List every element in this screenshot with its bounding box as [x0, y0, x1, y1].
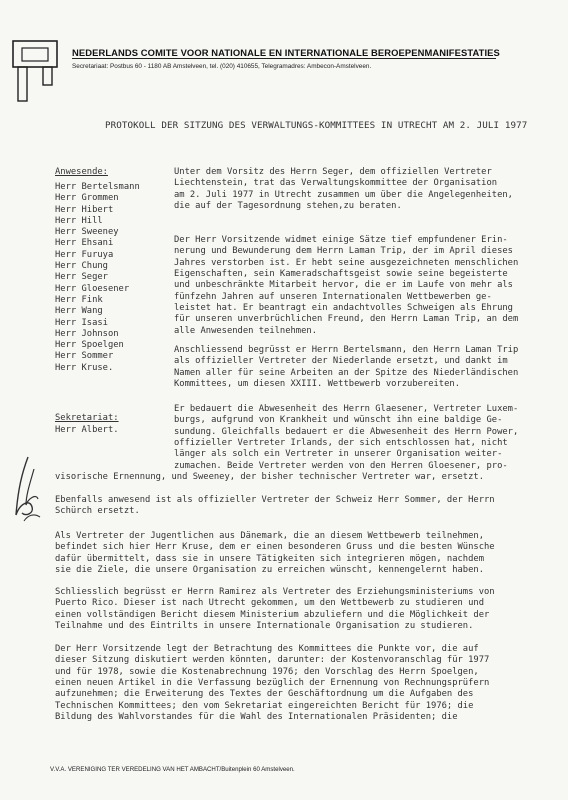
secretariat-address: Secretariaat: Postbus 60 - 1180 AB Amstelveen, tel. (020) 410655, Telegramadres: Ambecon-Amstelveen. [72, 63, 372, 70]
text-line: zumachen. Beide Vertreter werden von den Herren Gloesener, pro- [174, 460, 508, 471]
text-line: sundung. Gleichfalls bedauert er die Abwesenheit des Herrn Power, [174, 426, 519, 437]
paragraph-switzerland [55, 495, 495, 518]
attendee-list [55, 182, 140, 374]
attendee-name: Herr Spoelgen [55, 340, 124, 351]
text-line: leistet hat. Er beantragt ein andachtvolles Schweigen als Ehrung [174, 303, 513, 314]
text-line: einen neuen Artikel in die Verfassung bezüglich der Ernennung von Rechnungsprüfern [55, 678, 490, 689]
attendee-name: Herr Grommen [55, 193, 119, 204]
secretariat-label: Sekretariat: [55, 413, 119, 423]
attendee-name: Herr Furuya [55, 249, 114, 260]
paragraph-tribute [174, 235, 518, 337]
attendee-name: Herr Isasi [55, 317, 108, 328]
attendee-name: Herr Fink [55, 294, 103, 305]
attendee-name: Herr Seger [55, 272, 108, 283]
text-line: für unseren unverbrüchlichen Freund, den Herrn Laman Trip, an dem [174, 314, 519, 325]
text-line: die auf der Tagesordnung stehen,zu beraten. [174, 201, 402, 212]
text-line: länger als solch ein Vertreter in unserer Organisation weiter- [174, 449, 503, 460]
text-line: dafür übermittelt, dass sie in unsere Tätigkeiten sich integrieren mögen, nachdem [55, 553, 484, 564]
text-line: und unbeschränkte Mitarbeit hervor, die er im Laufe von mehr als [174, 280, 513, 291]
text-line: Anschliessend begrüsst er Herrn Bertelsmann, den Herrn Laman Trip [174, 345, 519, 355]
text-line: Der Herr Vorsitzende legt der Betrachtung des Kommittees die Punkte vor, die auf [55, 644, 479, 654]
text-line: als offizieller Vertreter der Niederlande ersetzt, und dankt im [174, 356, 508, 367]
attendee-name: Herr Sommer [55, 351, 114, 362]
text-line: burgs, aufgrund von Krankheit und wünscht ihn eine baldige Ge- [174, 415, 503, 426]
text-line: sie die Ziele, die unsere Organisation zu erreichen wünscht, kennengelernt haben. [55, 565, 484, 576]
text-line: Der Herr Vorsitzende widmet einige Sätze tief empfundener Erin- [174, 235, 508, 245]
document-title: PROTOKOLL DER SITZUNG DES VERWALTUNGS-KOMMITTEES IN UTRECHT AM 2. JULI 1977 [105, 120, 528, 131]
attendance-label: Anwesende: [55, 167, 108, 177]
attendee-name: Herr Johnson [55, 328, 119, 339]
attendee-name: Herr Bertelsmann [55, 182, 140, 192]
page-footer: V.V.A. VERENIGING TER VEREDELING VAN HET AMBACHT/Buitenplein 60 Amstelveen. [50, 766, 295, 773]
text-line: Namen aller für seine Arbeiten an der Spitze des Niederländischen [174, 367, 519, 378]
secretariat-member: Herr Albert. [55, 425, 119, 435]
text-line: fünfzehn Jahren auf unseren Internationalen Wettbewerben ge- [174, 291, 492, 302]
text-line: nerung und Bewunderung dem Herrn Laman Trip, der im April dieses [174, 246, 513, 257]
paragraph-denmark [55, 531, 495, 576]
paragraph-opening [174, 167, 513, 212]
text-line: Ebenfalls anwesend ist als offizieller Vertreter der Schweiz Herr Sommer, der Herrn [55, 495, 495, 505]
attendee-name: Herr Kruse. [55, 362, 114, 373]
attendee-name: Herr Gloesener [55, 283, 130, 294]
attendee-name: Herr Wang [55, 306, 103, 317]
text-line: aufzunehmen; die Erweiterung des Textes der Geschäftordnung um die Aufgaben des [55, 689, 474, 700]
letterhead-divider [72, 58, 496, 59]
text-line: offizieller Vertreter Irlands, der sich entschlossen hat, nicht [174, 438, 508, 449]
text-line: befindet sich hier Herr Kruse, dem er einen besonderen Gruss und die besten Wünsche [55, 542, 495, 553]
text-line: Puerto Rico. Dieser ist nach Utrecht gekommen, um den Wettbewerb zu studieren und [55, 598, 484, 609]
paragraph-welcome [174, 345, 518, 390]
attendee-name: Herr Hill [55, 215, 103, 226]
text-line: und für 1978, sowie die Kostenabrechnung 1976; den Vorschlag des Herrn Spoelgen, [55, 666, 479, 677]
text-line: Jahres verstorben ist. Er hebt seine ausgezeichneten menschlichen [174, 257, 519, 268]
text-line: Unter dem Vorsitz des Herrn Seger, dem offiziellen Vertreter [174, 167, 492, 177]
organization-logo-icon [12, 40, 58, 102]
attendee-name: Herr Ehsani [55, 238, 114, 249]
text-line: alle Anwesenden teilnehmen. [174, 325, 317, 336]
text-line: Schürch ersetzt. [55, 506, 140, 517]
text-line: Liechtenstein, trat das Verwaltungskommittee der Organisation [174, 178, 498, 189]
text-line: Kommittees, um diesen XXIII. Wettbewerb vorzubereiten. [174, 379, 460, 390]
text-line: visorische Ernennung, und Sweeney, der bisher technischer Vertreter war, ersetzt. [55, 472, 484, 483]
paragraph-puerto-rico [55, 587, 495, 632]
organization-name: NEDERLANDS COMITE VOOR NATIONALE EN INTERNATIONALE BEROEPENMANIFESTATIES [72, 47, 500, 58]
text-line: Teilnahme und des Eintrilts in unsere Internationale Organisation zu studieren. [55, 621, 474, 632]
text-line: Schliesslich begrüsst er Herrn Ramirez als Vertreter des Erziehungsministeriums von [55, 587, 495, 597]
text-line: dieser Sitzung diskutiert werden könnten, darunter: der Kostenvoranschlag für 1977 [55, 655, 490, 666]
text-line: Bildung des Wahlvorstandes für die Wahl des Internationalen Präsidenten; die [55, 712, 458, 723]
text-line: einen vollständigen Bericht diesem Ministerium abzuliefern und die Möglichkeit der [55, 609, 490, 620]
handwritten-initials [4, 455, 46, 525]
text-line: Er bedauert die Abwesenheit des Herrn Glaesener, Vertreter Luxem- [174, 404, 519, 414]
paragraph-agenda [55, 644, 489, 723]
text-line: Eigenschaften, sein Kameradschaftsgeist sowie seine begeisterte [174, 269, 508, 280]
attendee-name: Herr Sweeney [55, 227, 119, 238]
attendee-name: Herr Hibert [55, 204, 114, 215]
attendee-name: Herr Chung [55, 261, 108, 272]
text-line: Als Vertreter der Jugentlichen aus Dänemark, die an diesem Wettbewerb teilnehmen, [55, 531, 484, 541]
text-line: Technischen Kommittees; den vom Sekretariat eingereichten Bericht für 1976; die [55, 700, 474, 711]
text-line: am 2. Juli 1977 in Utrecht zusammen um über die Angelegenheiten, [174, 189, 513, 200]
